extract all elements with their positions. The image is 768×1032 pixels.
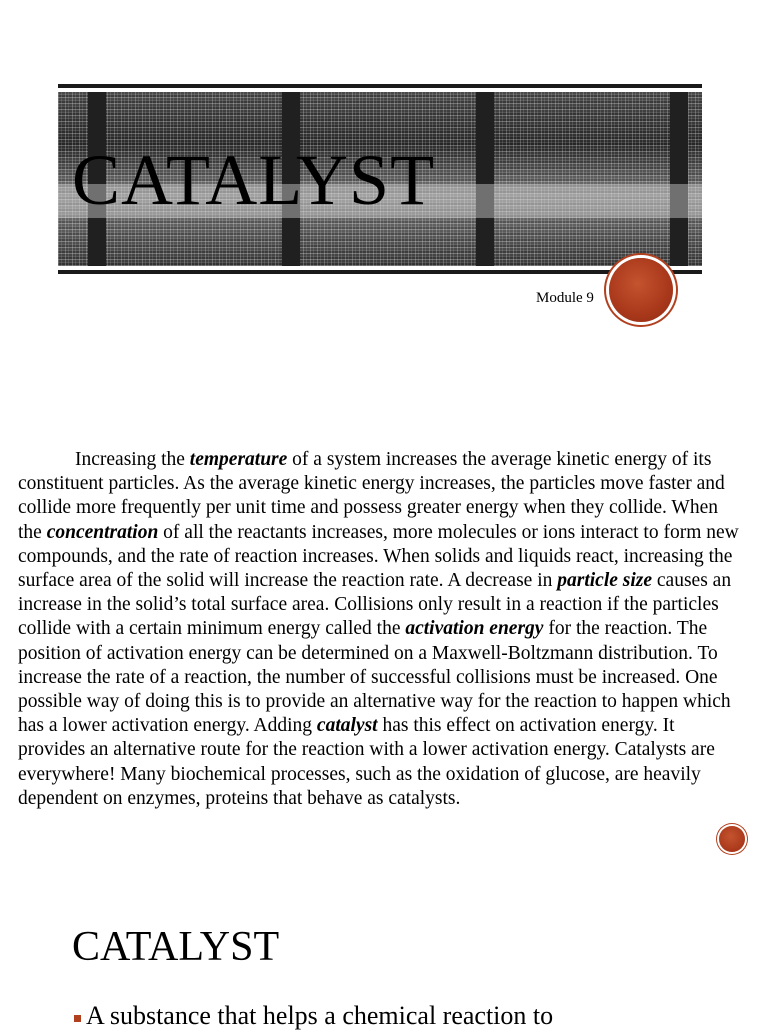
emphasized-term: concentration [46,521,159,543]
emphasized-term: particle size [557,570,653,592]
bullet-item [74,1000,553,1032]
emphasized-term: activation energy [405,618,544,640]
banner-top-rule [58,84,702,88]
paragraph-text: of a system increases the average kinetic energy of its constituent particles. As the average kinetic energy increases, the particles move faster and collide more frequently per unit time and possess greater energy when they collide. When the [18,449,725,543]
paragraph-text: has this effect on activation energy. It provides an alternative route for the reaction with a lower activation energy. Catalysts are everywhere! Many biochemical processes, such as the oxidation of glucose, are heavily dependent on enzymes, proteins that behave as catalysts. [18,715,715,809]
paragraph-text: causes an increase in the solid’s total surface area. Collisions only result in a reaction if the particles collide with a certain minimum energy called the [18,570,732,640]
emphasized-term: catalyst [316,715,378,737]
emphasized-term: temperature [189,449,288,470]
slide-subtitle: Module 9 [536,290,594,306]
section-heading: CATALYST [72,924,280,970]
decorative-small-circle-icon [719,826,745,852]
paragraph-text: for the reaction. The position of activation energy can be determined on a Maxwell-Boltzmann distribution. To increase the rate of a reaction, the number of successful collisions must be increased. One possible way of doing this is to provide an alternative way for the reaction to happen which has a lower activation energy. Adding [18,618,731,737]
decorative-circle-icon [609,258,673,322]
bullet-square-icon [74,1015,81,1022]
body-paragraph [18,448,740,811]
slide-title: CATALYST [72,140,436,220]
banner-bottom-rule [58,270,702,274]
paragraph-text: of all the reactants increases, more molecules or ions interact to form new compounds, and the rate of reaction increases. When solids and liquids react, increasing the surface area of the solid will increase the reaction rate. A decrease in [18,521,739,592]
paragraph-text: Increasing the [75,449,190,470]
bullet-text: A substance that helps a chemical reaction to [86,1001,554,1030]
title-slide [0,0,768,370]
